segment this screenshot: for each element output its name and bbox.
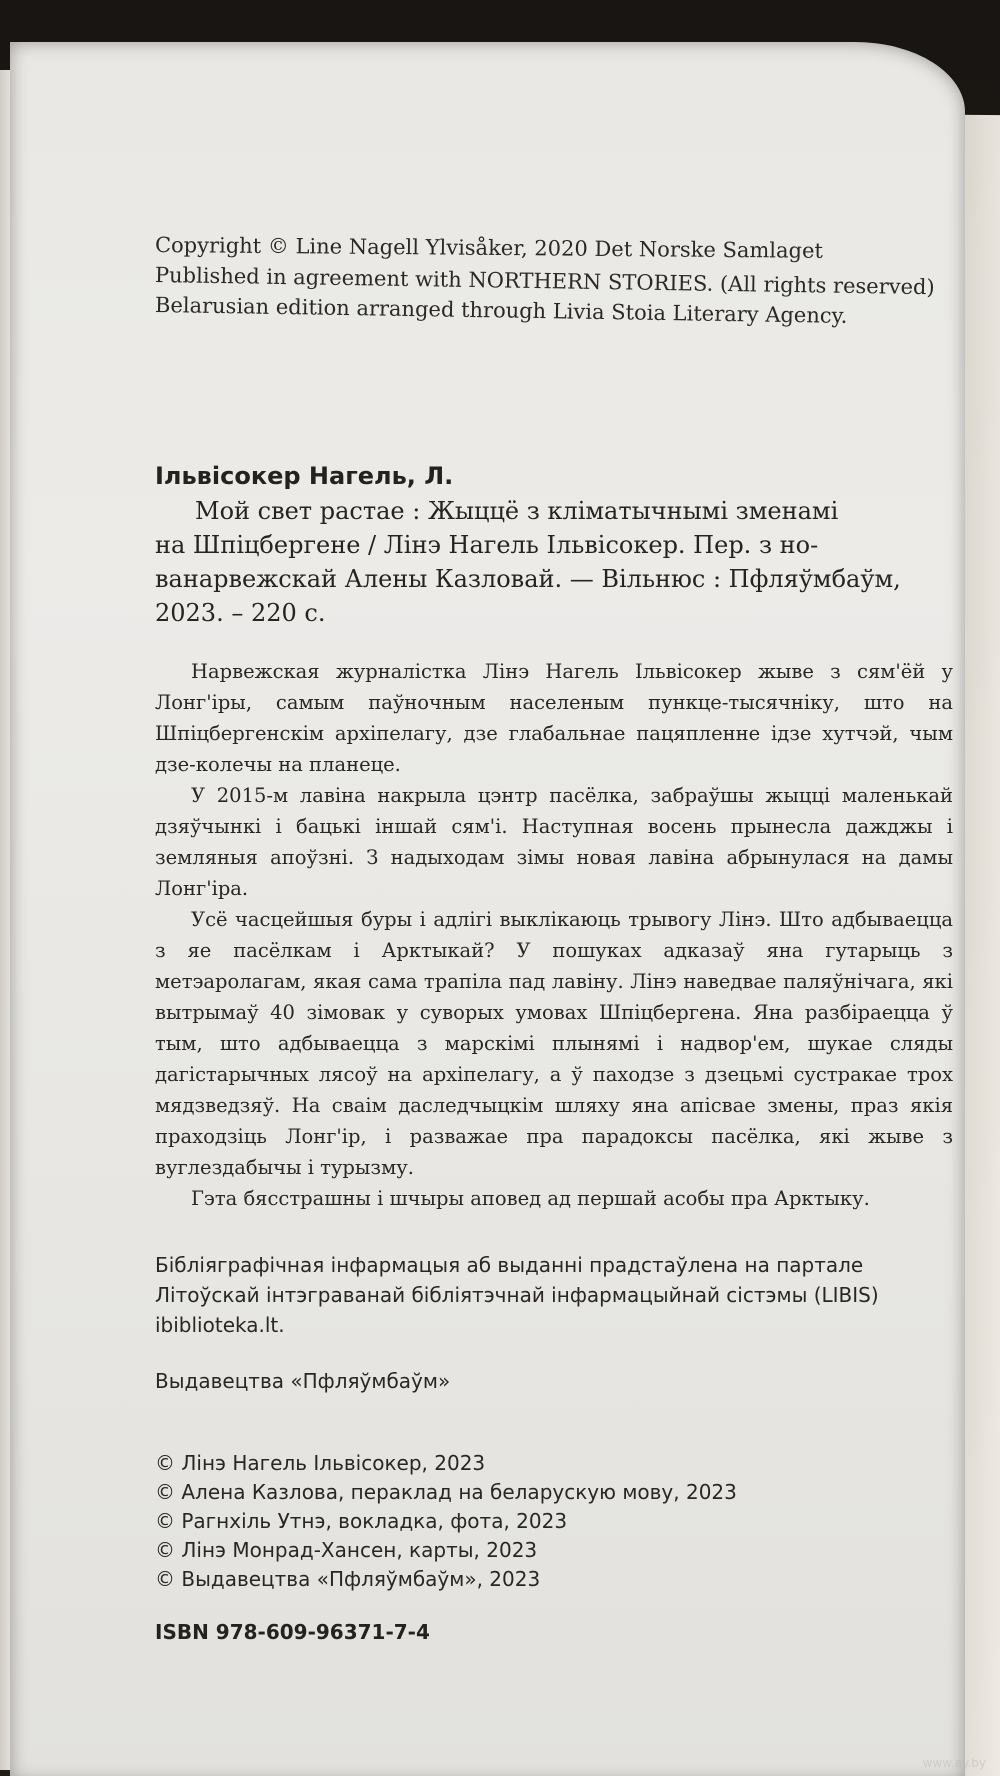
book-page [10, 42, 965, 1776]
abstract-paragraph: У 2015-м лавіна накрыла цэнтр пасёлка, забраўшы жыцці маленькай дзяўчынкі і бацькі іншай сям'і. Наступная восень прынесла дажджы і земляныя апоўзні. З надыходам зімы новая лавіна абрынулася на дамы Лонг'іра. [155, 784, 953, 900]
copyright-item: © Рагнхіль Утнэ, вокладка, фота, 2023 [155, 1509, 568, 1533]
copyright-item: © Лінэ Монрад-Хансен, карты, 2023 [155, 1538, 538, 1562]
abstract-paragraph: Нарвежская журналістка Лінэ Нагель Ільвісокер жыве з сям'ёй у Лонг'іры, самым паўночным населеным пункце-тысячніку, што на Шпіцбергенскім архіпелагу, дзе глабальнае пацяпленне ідзе хутчэй, чым дзе-колечы на планеце. [155, 660, 953, 776]
copyright-notice [154, 230, 955, 328]
bib-line: 2023. – 220 с. [155, 599, 326, 627]
copyright-list [155, 1449, 737, 1594]
libis-line: Літоўскай інтэграванай бібліятэчнай інфармацыйнай сістэмы (LIBIS) [155, 1283, 879, 1307]
publishing-agreement-line: Published in agreement with NORTHERN STORIES. (All rights reserved) [154, 263, 935, 300]
libis-line: Бібліяграфічная інфармацыя аб выданні прадстаўлена на партале [155, 1253, 864, 1277]
copyright-item: © Лінэ Нагель Ільвісокер, 2023 [155, 1451, 486, 1475]
bib-line: на Шпіцбергене / Лінэ Нагель Ільвісокер. Пер. з но- [155, 531, 819, 559]
isbn-number: ISBN 978-609-96371-7-4 [155, 1620, 430, 1644]
bib-line: Мой свет растае : Жыццё з кліматычнымі зменамі [195, 497, 839, 525]
author-heading: Ільвісокер Нагель, Л. [155, 462, 454, 490]
book-abstract [155, 656, 953, 1214]
libis-line: ibiblioteka.lt. [155, 1313, 285, 1337]
edition-arrangement-line: Belarusian edition arranged through Livia Stoia Literary Agency. [154, 293, 848, 328]
bib-line: ванарвежскай Алены Казловай. — Вільнюс : Пфляўмбаўм, [155, 565, 901, 593]
publisher-name: Выдавецтва «Пфляўмбаўм» [155, 1369, 451, 1393]
copyright-item: © Алена Казлова, пераклад на беларускую мову, 2023 [155, 1480, 737, 1504]
copyright-line: Copyright © Line Nagell Ylvisåker, 2020 Det Norske Samlaget [154, 233, 824, 263]
bibliographic-description [155, 494, 945, 630]
site-watermark: www.ay.by [922, 1756, 986, 1770]
abstract-paragraph: Гэта бясстрашны і шчыры аповед ад першай асобы пра Арктыку. [191, 1187, 870, 1210]
abstract-paragraph: Усё часцейшыя буры і адлігі выклікаюць трывогу Лінэ. Што адбываецца з яе пасёлкам і Арктыкай? У пошуках адказаў яна гутарыць з метэаролагам, якая сама трапіла пад лавіну. Лінэ наведвае паляўнічага, які вытрымаў 40 зімовак у суворых умовах Шпіцбергена. Яна разбіраецца ў тым, што адбываецца з марскімі плынямі і надвор'ем, шукае сляды дагістарычных лясоў на архіпелагу, а ў паходзе з дзецьмі сустракае трох мядзведзяў. На сваім даследчыцкім шляху яна апісвае змены, праз якія праходзіць Лонг'ір, і разважае пра парадоксы пасёлка, які жыве з вуглездабычы і турызму. [155, 908, 953, 1179]
libis-note [155, 1250, 955, 1340]
copyright-item: © Выдавецтва «Пфляўмбаўм», 2023 [155, 1567, 541, 1591]
